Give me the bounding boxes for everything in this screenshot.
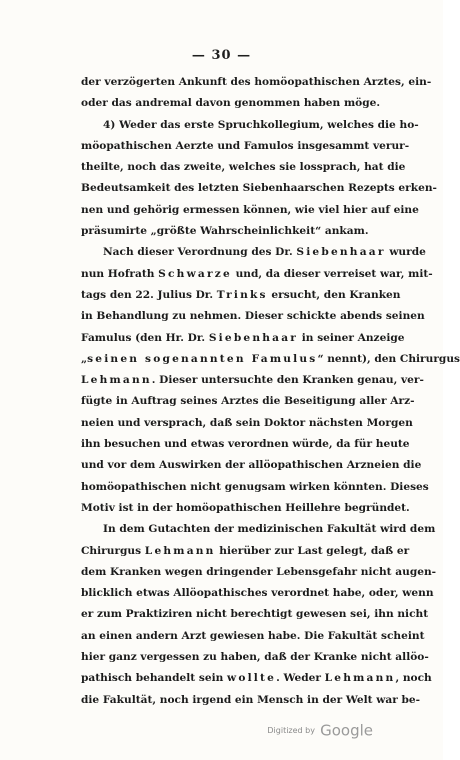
text-segment: . Dieser untersuchte den Kranken genau, ver-	[151, 374, 424, 387]
text-segment: . Weder	[276, 672, 325, 685]
body-text	[81, 72, 460, 711]
text-line	[81, 668, 432, 689]
text-segment: blicklich etwas Allöopathisches verordnet habe, oder, wenn	[81, 587, 434, 600]
page-number: — 30 —	[191, 48, 252, 63]
text-line	[81, 136, 429, 157]
text-segment: theilte, noch das zweite, welches sie lossprach, hat die	[81, 161, 406, 174]
text-line	[81, 434, 429, 455]
spaced-name-text: Lehmann	[324, 672, 396, 685]
text-segment: hierüber zur Last gelegt, daß er	[215, 544, 410, 557]
text-segment: Nach dieser Verordnung des Dr.	[103, 246, 297, 259]
text-line	[81, 72, 432, 93]
text-line	[81, 306, 429, 327]
spaced-name-text: Lehmann	[81, 374, 152, 387]
text-line	[81, 562, 437, 583]
text-line	[81, 477, 429, 498]
text-segment: 4) Weder das erste Spruchkollegium, welches die ho-	[103, 118, 419, 131]
text-line	[81, 157, 429, 178]
text-segment: dem Kranken wegen dringender Lebensgefahr nicht augen-	[81, 565, 437, 578]
text-segment: neien und versprach, daß sein Doktor nächsten Morgen	[81, 416, 413, 429]
text-segment: und, da dieser verreiset war, mit-	[231, 267, 433, 280]
text-line	[81, 200, 429, 221]
spaced-name-text: Siebenhaar	[208, 331, 299, 344]
spaced-name-text: Trinks	[216, 288, 268, 301]
spaced-name-text: Schwarze	[158, 267, 232, 280]
text-segment: ersucht, den Kranken	[267, 288, 401, 301]
spaced-name-text: Siebenhaar	[296, 246, 386, 259]
text-segment: nun Hofrath	[81, 267, 159, 280]
text-segment: und vor dem Auswirken der allöopathischen Arzneien die	[81, 459, 422, 472]
text-segment: wurde	[385, 246, 426, 259]
text-segment: er zum Praktiziren nicht berechtigt gewesen sei, ihn nicht	[81, 608, 429, 621]
text-segment: oder das andremal davon genommen haben möge.	[81, 97, 381, 110]
text-segment: Bedeutsamkeit des letzten Siebenhaarschen Rezepts erken-	[81, 182, 437, 195]
text-line	[81, 583, 434, 604]
spaced-name-text: Lehmann	[144, 544, 216, 557]
text-line	[81, 115, 429, 136]
text-line	[81, 498, 429, 519]
text-line	[81, 221, 429, 242]
text-line	[81, 285, 429, 306]
text-line	[81, 455, 429, 476]
text-line	[81, 690, 429, 711]
text-line	[81, 178, 437, 199]
text-segment: die Fakultät, noch irgend ein Mensch in der Welt war be-	[81, 693, 421, 706]
spaced-name-text: wollte	[227, 672, 277, 685]
text-segment: hier ganz vergessen zu haben, daß der Kranke nicht allöo-	[81, 651, 429, 664]
text-segment: tags den 22. Julius Dr.	[81, 288, 217, 301]
text-line	[81, 604, 429, 625]
text-line	[81, 647, 429, 668]
text-line	[81, 93, 429, 114]
text-segment: In dem Gutachten der medizinischen Fakultät wird dem	[103, 523, 436, 536]
text-segment: nen und gehörig ermessen können, wie viel hier auf eine	[81, 203, 419, 216]
text-line	[81, 242, 429, 263]
text-segment: Motiv ist in der homöopathischen Heillehre begründet.	[81, 501, 410, 514]
text-line	[81, 264, 433, 285]
text-segment: ihn besuchen und etwas verordnen würde, da für heute	[81, 438, 410, 451]
digitization-credit	[267, 720, 373, 740]
text-segment: fügte in Auftrag seines Arztes die Beseitigung aller Arz-	[81, 395, 415, 408]
text-segment: „	[81, 352, 88, 365]
text-segment: pathisch behandelt sein	[81, 672, 227, 685]
text-segment: , noch	[395, 672, 432, 685]
text-segment: in Behandlung zu nehmen. Dieser schickte abends seinen	[81, 310, 425, 323]
text-line	[81, 370, 429, 391]
text-segment: “ nennt), den Chirurgus	[317, 352, 460, 365]
text-segment: homöopathischen nicht genugsam wirken könnten. Dieses	[81, 480, 429, 493]
text-segment: an einen andern Arzt gewiesen habe. Die Fakultät scheint	[81, 629, 425, 642]
text-line	[81, 391, 429, 412]
text-line	[81, 626, 429, 647]
google-logo-text: Google	[320, 721, 373, 740]
text-segment: der verzögerten Ankunft des homöopathischen Arztes, ein-	[81, 76, 432, 88]
text-segment: Chirurgus	[81, 544, 145, 557]
text-line	[81, 413, 429, 434]
text-segment: Famulus (den Hr. Dr.	[81, 331, 209, 344]
text-line	[81, 541, 429, 562]
text-segment: präsumirte „größte Wahrscheinlichkeit“ ankam.	[81, 225, 369, 238]
text-line	[81, 519, 436, 540]
text-segment: in seiner Anzeige	[298, 331, 405, 344]
text-line	[81, 328, 429, 349]
digitized-by-label: Digitized by	[267, 726, 315, 735]
spaced-name-text: seinen sogenannten Famulus	[87, 352, 318, 365]
text-segment: möopathischen Aerzte und Famulos insgesammt verur-	[81, 139, 410, 152]
text-line	[81, 349, 460, 370]
